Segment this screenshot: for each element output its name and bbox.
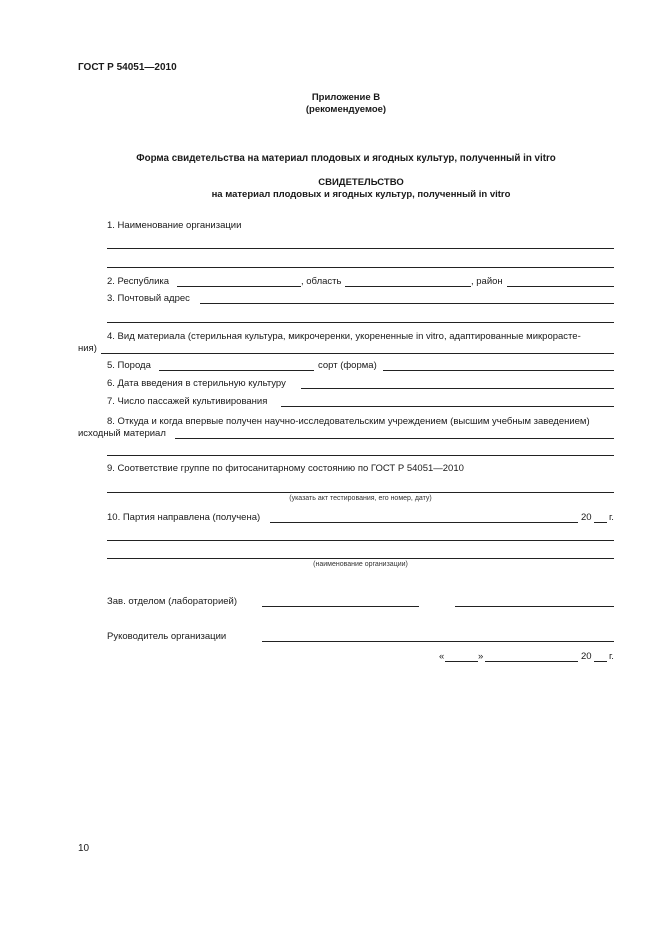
district-label: , район xyxy=(471,276,503,287)
date-day-line[interactable] xyxy=(445,661,478,662)
batch-org-line[interactable] xyxy=(107,540,614,541)
batch-year-suffix: г. xyxy=(609,512,614,523)
head-lab-label: Зав. отделом (лабораторией) xyxy=(107,596,238,607)
field-3-label: 3. Почтовый адрес xyxy=(107,293,190,304)
batch-org-hint: (наименование организации) xyxy=(313,561,408,568)
field-6-label: 6. Дата введения в стерильную культуру xyxy=(107,378,286,389)
certificate-title: СВИДЕТЕЛЬСТВО xyxy=(318,177,404,188)
field-4-label-cont: ния) xyxy=(78,343,97,354)
head-lab-signature-line[interactable] xyxy=(262,606,419,607)
head-lab-name-line[interactable] xyxy=(455,606,614,607)
breed-line[interactable] xyxy=(159,370,314,371)
batch-year-line[interactable] xyxy=(594,522,607,523)
region-line[interactable] xyxy=(345,286,471,287)
field-7-label: 7. Число пассажей культивирования xyxy=(107,396,268,407)
batch-org-line-2[interactable] xyxy=(107,558,614,559)
sort-line[interactable] xyxy=(383,370,614,371)
document-code: ГОСТ Р 54051—2010 xyxy=(78,62,177,73)
source-material-line-2[interactable] xyxy=(107,455,614,456)
phyto-hint: (указать акт тестирования, его номер, дату) xyxy=(289,495,432,502)
page-number: 10 xyxy=(78,843,90,854)
field-1-line-2[interactable] xyxy=(107,267,614,268)
batch-year-prefix: 20 xyxy=(581,512,592,523)
postal-address-line[interactable] xyxy=(200,303,614,304)
region-label: , область xyxy=(301,276,342,287)
date-year-prefix: 20 xyxy=(581,651,592,662)
appendix-title: Приложение В xyxy=(311,92,381,103)
date-quote-open: « xyxy=(439,651,445,662)
date-month-line[interactable] xyxy=(485,661,578,662)
passages-line[interactable] xyxy=(281,406,614,407)
source-material-line[interactable] xyxy=(175,438,614,439)
material-type-line[interactable] xyxy=(101,353,614,354)
certificate-subtitle: на материал плодовых и ягодных культур, полученный in vitro xyxy=(211,189,511,200)
phyto-line[interactable] xyxy=(107,492,614,493)
date-quote-close: » xyxy=(478,651,484,662)
field-4-label: 4. Вид материала (стерильная культура, микрочеренки, укорененные in vitro, адаптированные микрорасте- xyxy=(107,331,581,342)
republic-line[interactable] xyxy=(177,286,301,287)
district-line[interactable] xyxy=(507,286,614,287)
field-5-label: 5. Порода xyxy=(107,360,151,371)
form-title: Форма свидетельства на материал плодовых и ягодных культур, полученный in vitro xyxy=(136,153,556,164)
head-org-label: Руководитель организации xyxy=(107,631,227,642)
date-year-line[interactable] xyxy=(594,661,607,662)
date-year-suffix: г. xyxy=(609,651,614,662)
field-8-label: 8. Откуда и когда впервые получен научно-исследовательским учреждением (высшим учебным заведением) xyxy=(107,416,590,427)
field-1-label: 1. Наименование организации xyxy=(107,220,242,231)
appendix-subtitle: (рекомендуемое) xyxy=(305,104,387,115)
field-2-label: 2. Республика xyxy=(107,276,170,287)
postal-address-line-2[interactable] xyxy=(107,322,614,323)
field-10-label: 10. Партия направлена (получена) xyxy=(107,512,261,523)
sort-label: сорт (форма) xyxy=(318,360,377,371)
field-8-label-cont: исходный материал xyxy=(78,428,166,439)
field-9-label: 9. Соответствие группе по фитосанитарному состоянию по ГОСТ Р 54051—2010 xyxy=(107,463,464,474)
field-1-line[interactable] xyxy=(107,248,614,249)
batch-sent-line[interactable] xyxy=(270,522,578,523)
sterile-date-line[interactable] xyxy=(301,388,614,389)
head-org-signature-line[interactable] xyxy=(262,641,614,642)
